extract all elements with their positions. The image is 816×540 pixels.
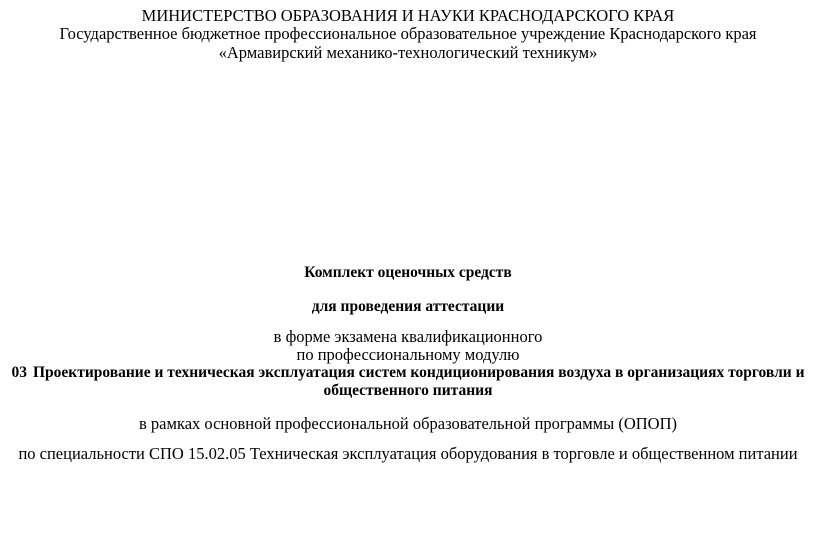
document-subtitle: для проведения аттестации <box>311 298 505 315</box>
program-text: в рамках основной профессиональной образовательной программы (ОПОП) <box>139 414 677 433</box>
module-number: 03 <box>11 364 27 381</box>
college-name: «Армавирский механико-технологический техникум» <box>218 43 598 62</box>
institution-name: Государственное бюджетное профессиональное образовательное учреждение Краснодарского края <box>59 24 757 43</box>
ministry-heading: МИНИСТЕРСТВО ОБРАЗОВАНИЯ И НАУКИ КРАСНОДАРСКОГО КРАЯ <box>141 6 675 25</box>
document-title: Комплект оценочных средств <box>304 264 512 281</box>
specialty-text: по специальности СПО 15.02.05 Техническая эксплуатация оборудования в торговле и общественном питании <box>18 444 798 463</box>
module-title-line2: общественного питания <box>323 382 493 399</box>
exam-form-text: в форме экзамена квалификационного <box>273 327 543 346</box>
module-intro-text: по профессиональному модулю <box>296 345 520 364</box>
module-title-text: Проектирование и техническая эксплуатация систем кондиционирования воздуха в организациях торговли и <box>32 364 805 381</box>
module-title-line1 <box>0 363 816 383</box>
